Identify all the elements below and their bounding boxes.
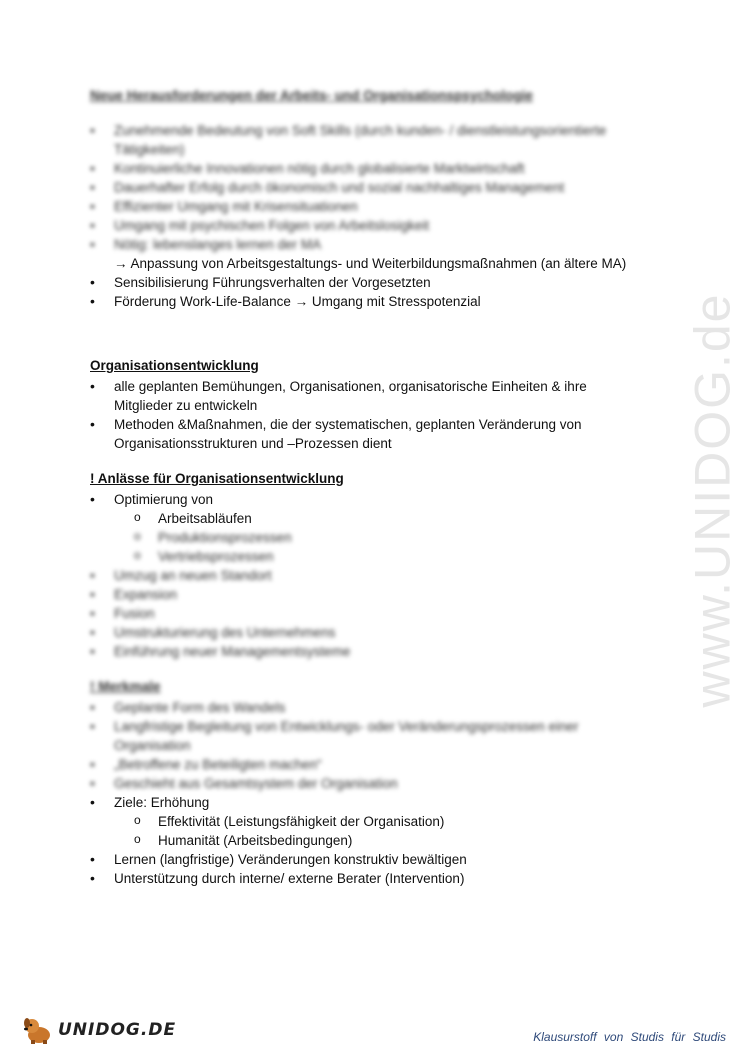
list-item: • „Betroffene zu Beteiligten machen“ — [90, 755, 670, 774]
list-item: • Lernen (langfristige) Veränderungen konstruktiv bewältigen — [90, 850, 670, 869]
list-item: • Expansion — [90, 585, 670, 604]
list-item: • Nötig: lebenslanges lernen der MA — [90, 235, 670, 254]
list-organisationsentwicklung — [90, 377, 670, 453]
list-item: • Effizienter Umgang mit Krisensituationen — [90, 197, 670, 216]
list-item-continuation: Organisation — [114, 738, 191, 753]
list-item: • Sensibilisierung Führungsverhalten der Vorgesetzten — [90, 273, 670, 292]
unidog-logo[interactable] — [22, 1015, 176, 1045]
list-item: • Umzug an neuen Standort — [90, 566, 670, 585]
section-heading-organisationsentwicklung: Organisationsentwicklung — [90, 358, 259, 373]
list-item: • Geschieht aus Gesamtsystem der Organisation — [90, 774, 670, 793]
list-item-continuation: → Anpassung von Arbeitsgestaltungs- und Weiterbildungsmaßnahmen (an ältere MA) — [114, 256, 627, 271]
list-item: • Geplante Form des Wandels — [90, 698, 670, 717]
sub-list-item: o Arbeitsabläufen — [90, 509, 670, 528]
section-heading-herausforderungen: Neue Herausforderungen der Arbeits- und Organisationspsychologie — [90, 88, 533, 103]
list-item-continuation: Organisationsstrukturen und –Prozessen dient — [114, 436, 392, 451]
sub-list-item: o Effektivität (Leistungsfähigkeit der Organisation) — [90, 812, 670, 831]
footer-tagline: Klausurstoff von Studis für Studis — [533, 1030, 726, 1044]
dog-icon — [22, 1015, 54, 1045]
list-item: • Fusion — [90, 604, 670, 623]
list-item: • Kontinuierliche Innovationen nötig durch globalisierte Marktwirtschaft — [90, 159, 670, 178]
logo-text: UNIDOG.DE — [58, 1020, 177, 1040]
list-merkmale — [90, 698, 670, 888]
section-heading-merkmale: ! Merkmale — [90, 679, 161, 694]
watermark — [682, 270, 742, 730]
list-item: • Einführung neuer Managementsysteme — [90, 642, 670, 661]
list-item-continuation: Tätigkeiten) — [114, 142, 185, 157]
list-item: • Zunehmende Bedeutung von Soft Skills (durch kunden- / dienstleistungsorientierte — [90, 121, 670, 140]
list-item-continuation: Mitglieder zu entwickeln — [114, 398, 258, 413]
list-item: • Methoden &Maßnahmen, die der systematischen, geplanten Veränderung von — [90, 415, 670, 434]
list-item: • Dauerhafter Erfolg durch ökonomisch und sozial nachhaltiges Management — [90, 178, 670, 197]
list-item: • Langfristige Begleitung von Entwicklungs- oder Veränderungsprozessen einer — [90, 717, 670, 736]
list-item: • Unterstützung durch interne/ externe Berater (Intervention) — [90, 869, 670, 888]
section-heading-anlaesse: ! Anlässe für Organisationsentwicklung — [90, 471, 344, 486]
sub-list-item: o Humanität (Arbeitsbedingungen) — [90, 831, 670, 850]
list-item: • Ziele: Erhöhung — [90, 793, 670, 812]
list-item: • alle geplanten Bemühungen, Organisationen, organisatorische Einheiten & ihre — [90, 377, 670, 396]
document-body — [90, 88, 670, 888]
sub-list-item: o Vertriebsprozessen — [90, 547, 670, 566]
list-anlaesse — [90, 490, 670, 661]
sub-list-item: o Produktionsprozessen — [90, 528, 670, 547]
list-item: • Umstrukturierung des Unternehmens — [90, 623, 670, 642]
list-item: • Förderung Work-Life-Balance → Umgang mit Stresspotenzial — [90, 292, 670, 311]
list-item: • Optimierung von — [90, 490, 670, 509]
list-item: • Umgang mit psychischen Folgen von Arbeitslosigkeit — [90, 216, 670, 235]
watermark-text: www.UNIDOG.de — [684, 292, 740, 708]
list-herausforderungen — [90, 121, 670, 311]
